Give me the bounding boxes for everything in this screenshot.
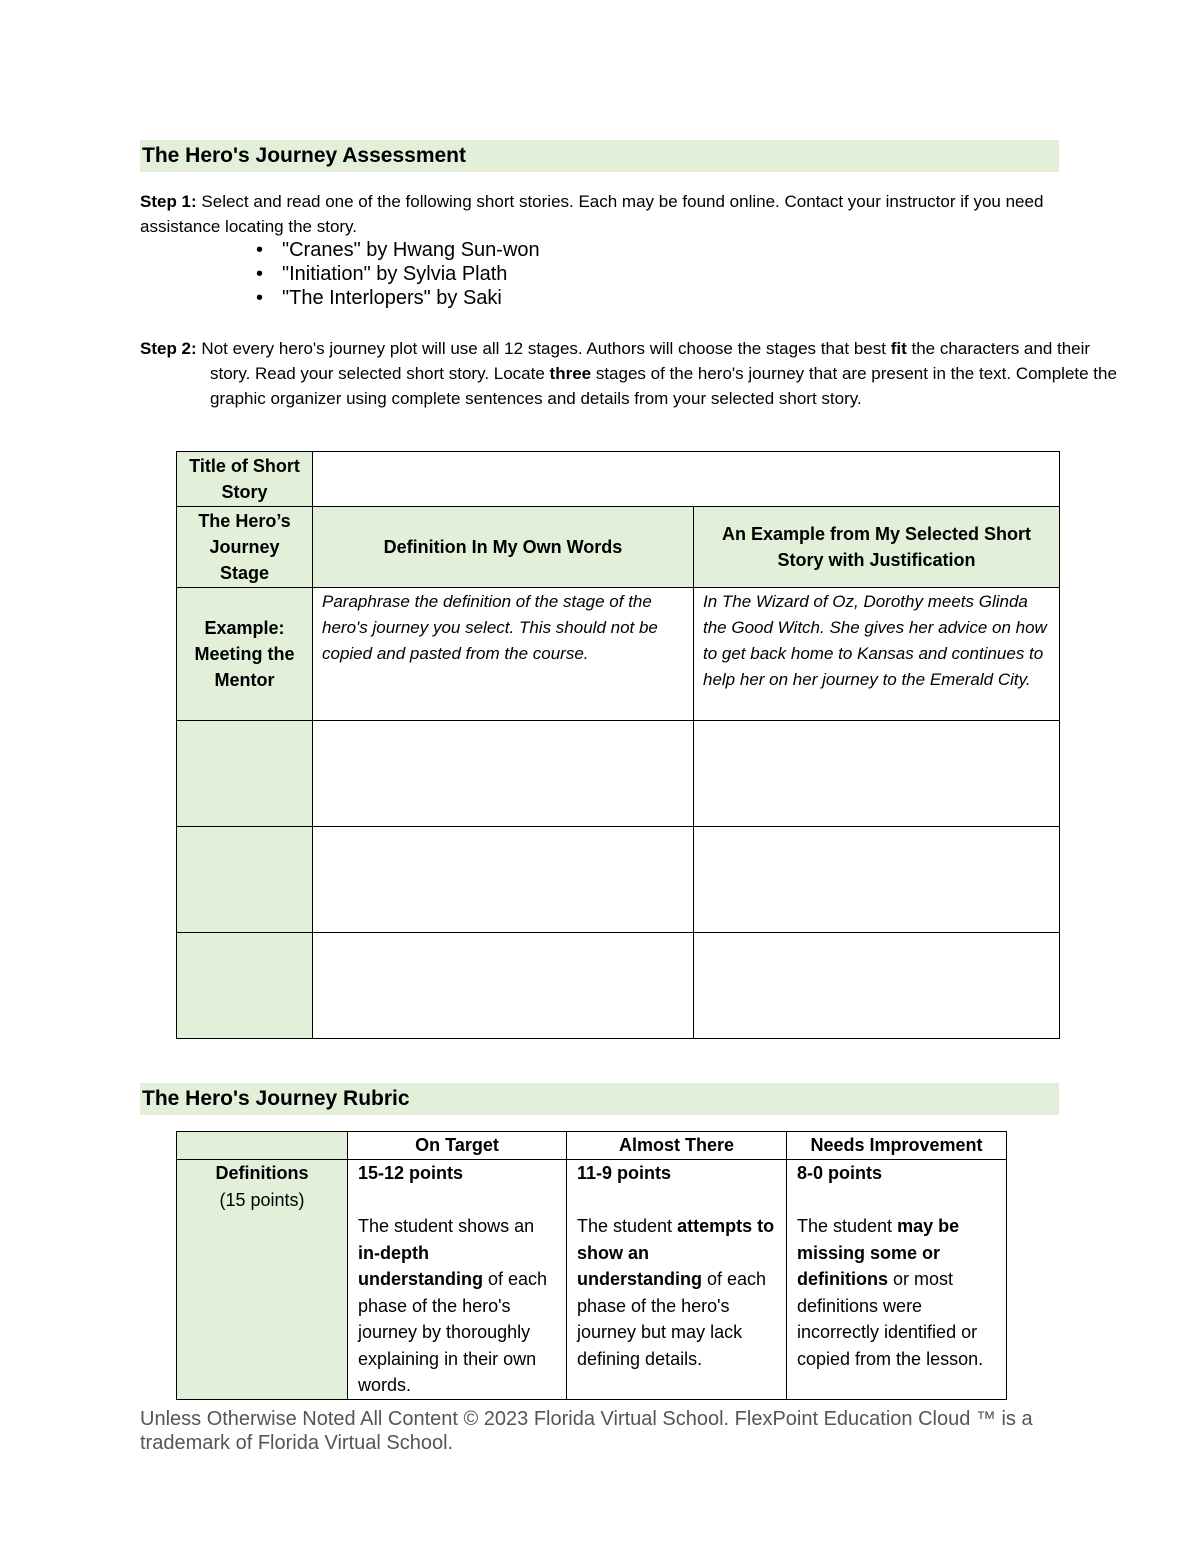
list-item: • "Initiation" by Sylvia Plath <box>250 262 540 286</box>
table-row <box>177 452 1060 507</box>
points-range: 15-12 points <box>358 1163 464 1183</box>
table-row <box>177 1160 1007 1400</box>
example-input-cell[interactable] <box>694 827 1060 933</box>
example-input-cell[interactable] <box>694 933 1060 1039</box>
criterion-text: The student shows an <box>358 1216 535 1236</box>
criterion-emphasis: may be missing some or definitions <box>797 1216 960 1289</box>
definition-input-cell[interactable] <box>313 827 694 933</box>
stage-input-cell[interactable] <box>177 933 313 1039</box>
column-header: Needs Improvement <box>787 1132 1007 1160</box>
rubric-table <box>176 1131 1007 1400</box>
table-row <box>177 721 1060 827</box>
almost-there-cell <box>567 1160 787 1400</box>
table-row <box>177 588 1060 721</box>
list-item: • "The Interlopers" by Saki <box>250 286 540 310</box>
on-target-cell <box>348 1160 567 1400</box>
column-header: Almost There <box>567 1132 787 1160</box>
criterion-text: of each phase of the hero's journey but may lack defining details. <box>577 1269 767 1369</box>
step-2-label: Step 2: <box>140 339 197 358</box>
step-2-emphasis: three <box>549 364 592 383</box>
definition-input-cell[interactable] <box>313 933 694 1039</box>
criterion-emphasis: attempts to show an understanding <box>577 1216 775 1289</box>
step-2-instructions <box>140 336 1130 411</box>
example-header: An Example from My Selected Short Story with Justification <box>694 507 1060 588</box>
definition-header: Definition In My Own Words <box>313 507 694 588</box>
table-row <box>177 507 1060 588</box>
criterion-points: (15 points) <box>219 1189 305 1210</box>
title-label: Title of Short Story <box>177 452 313 507</box>
assessment-heading: The Hero's Journey Assessment <box>140 140 1059 172</box>
criterion-text: or most definitions were incorrectly identified or copied from the lesson. <box>797 1269 984 1369</box>
rubric-corner <box>177 1132 348 1160</box>
story-list <box>250 238 540 310</box>
example-input-cell[interactable] <box>694 721 1060 827</box>
title-input-cell[interactable] <box>313 452 1060 507</box>
list-item: • "Cranes" by Hwang Sun-won <box>250 238 540 262</box>
points-range: 11-9 points <box>577 1163 672 1183</box>
stage-input-cell[interactable] <box>177 721 313 827</box>
rubric-heading: The Hero's Journey Rubric <box>140 1083 1059 1115</box>
copyright-footer: Unless Otherwise Noted All Content © 2023 Florida Virtual School. FlexPoint Education Cloud ™ is a trademark of Florida Virtual School. <box>140 1408 1033 1454</box>
graphic-organizer <box>176 451 1060 1039</box>
step-2-emphasis: fit <box>890 339 907 358</box>
criterion-label: Definitions <box>215 1163 309 1183</box>
step-1-text: Select and read one of the following short stories. Each may be found online. Contact your instructor if you need assistance locating the story. <box>140 192 1044 236</box>
step-2-text: stages of the hero's journey that are present in the text. Complete the graphic organizer using complete sentences and details from your selected short story. <box>210 364 1117 408</box>
column-header: On Target <box>348 1132 567 1160</box>
stage-input-cell[interactable] <box>177 827 313 933</box>
step-1-instructions <box>140 189 1060 239</box>
table-row <box>177 827 1060 933</box>
points-range: 8-0 points <box>797 1163 883 1183</box>
example-text: In The Wizard of Oz, Dorothy meets Glinda the Good Witch. She gives her advice on how to get back home to Kansas and continues to help her on her journey to the Emerald City. <box>694 588 1060 721</box>
table-row <box>177 933 1060 1039</box>
example-stage: Example: Meeting the Mentor <box>177 588 313 721</box>
criterion-cell <box>177 1160 348 1400</box>
criterion-text: The student <box>797 1216 898 1236</box>
criterion-emphasis: in-depth understanding <box>358 1242 483 1289</box>
step-2-text: Not every hero's journey plot will use all 12 stages. Authors will choose the stages that best <box>196 339 891 358</box>
table-row <box>177 1132 1007 1160</box>
step-1-label: Step 1: <box>140 192 197 211</box>
needs-improvement-cell <box>787 1160 1007 1400</box>
definition-input-cell[interactable] <box>313 721 694 827</box>
example-definition: Paraphrase the definition of the stage of the hero's journey you select. This should not be copied and pasted from the course. <box>313 588 694 721</box>
stage-header: The Hero’s Journey Stage <box>177 507 313 588</box>
step-2-text: the characters and their story. Read your selected short story. Locate <box>210 339 1091 383</box>
criterion-text: The student <box>577 1216 678 1236</box>
criterion-text: of each phase of the hero's journey by thoroughly explaining in their own words. <box>358 1269 548 1395</box>
